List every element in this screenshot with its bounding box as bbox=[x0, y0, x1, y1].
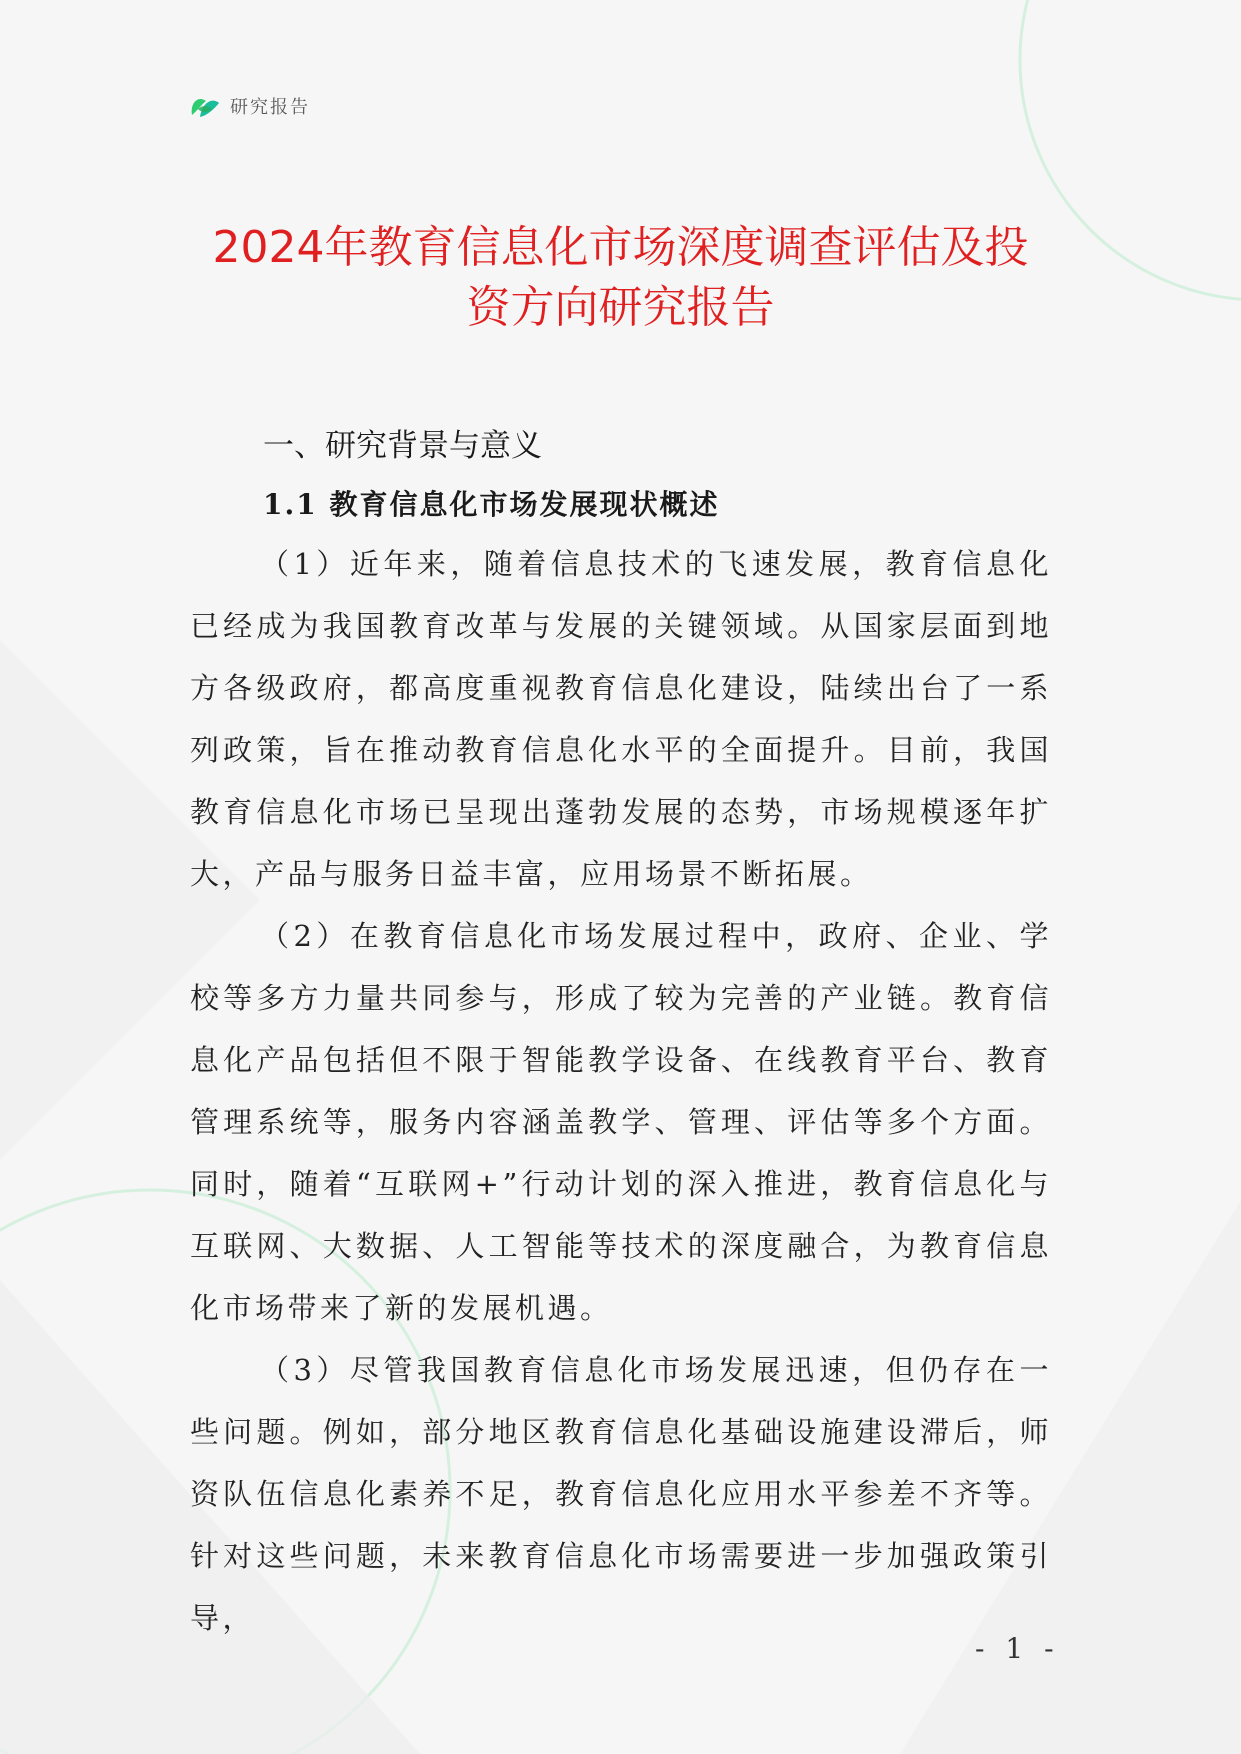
page-number: - 1 - bbox=[975, 1632, 1060, 1665]
header-label: 研究报告 bbox=[230, 97, 310, 118]
report-header bbox=[188, 90, 310, 122]
paragraph-2: （2）在教育信息化市场发展过程中，政府、企业、学校等多方力量共同参与，形成了较为完善的产业链。教育信息化产品包括但不限于智能教学设备、在线教育平台、教育管理系统等，服务内容涵盖教学、管理、评估等多个方面。同时，随着“互联网+”行动计划的深入推进，教育信息化与互联网、大数据、人工智能等技术的深度融合，为教育信息化市场带来了新的发展机遇。 bbox=[190, 919, 1052, 1325]
title-line-2: 资方向研究报告 bbox=[466, 282, 775, 333]
title-line-1: 2024年教育信息化市场深度调查评估及投 bbox=[212, 222, 1029, 273]
body-text bbox=[190, 533, 1052, 1649]
paragraph-3: （3）尽管我国教育信息化市场发展迅速，但仍存在一些问题。例如，部分地区教育信息化基础设施建设滞后，师资队伍信息化素养不足，教育信息化应用水平参差不齐等。针对这些问题，未来教育信息化市场需要进一步加强政策引导， bbox=[190, 1353, 1052, 1635]
section-heading: 一、研究背景与意义 bbox=[263, 428, 542, 464]
document-title bbox=[160, 218, 1081, 338]
subsection-heading: 1.1 教育信息化市场发展现状概述 bbox=[263, 488, 720, 521]
leaf-logo-icon bbox=[188, 91, 222, 121]
paragraph-1: （1）近年来，随着信息技术的飞速发展，教育信息化已经成为我国教育改革与发展的关键领域。从国家层面到地方各级政府，都高度重视教育信息化建设，陆续出台了一系列政策，旨在推动教育信息化水平的全面提升。目前，我国教育信息化市场已呈现出蓬勃发展的态势，市场规模逐年扩大，产品与服务日益丰富，应用场景不断拓展。 bbox=[190, 547, 1052, 891]
